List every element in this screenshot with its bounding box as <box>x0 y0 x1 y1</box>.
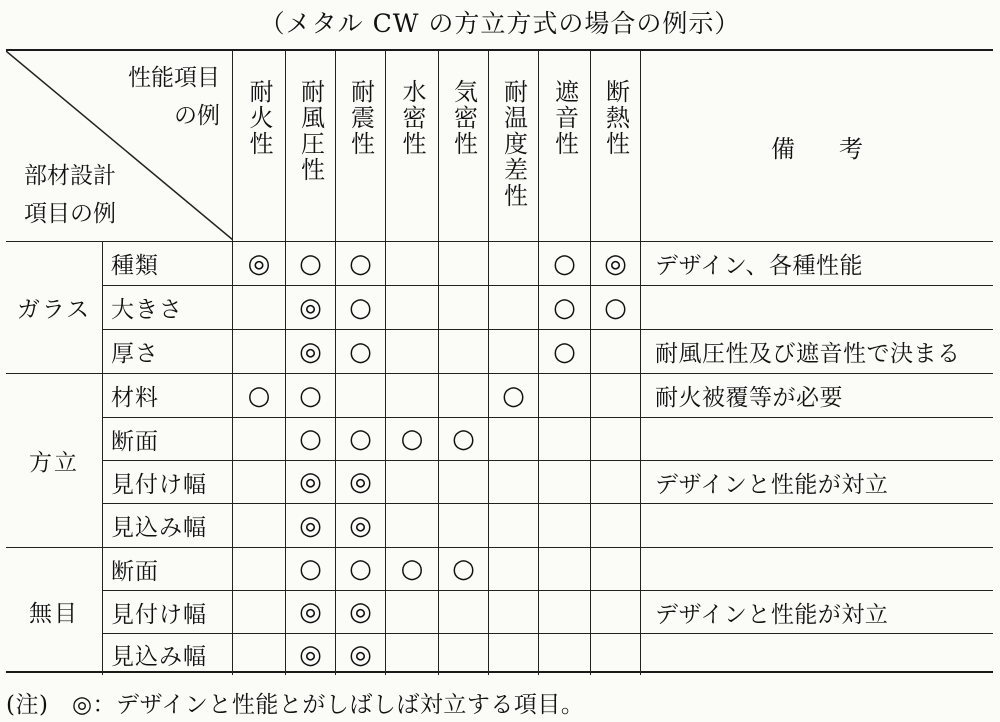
rating-mark <box>591 504 641 548</box>
column-header-label: 水密性 <box>398 79 426 157</box>
rating-mark <box>489 591 539 634</box>
rating-mark <box>386 330 439 374</box>
row-item-label: 見付け幅 <box>103 461 233 504</box>
row-remark: デザイン、各種性能 <box>641 242 993 286</box>
corner-component-label <box>24 157 116 233</box>
rating-mark <box>489 418 539 461</box>
rating-mark <box>386 286 439 330</box>
rating-mark: ◎ <box>286 634 336 675</box>
rating-mark: ◎ <box>286 461 336 504</box>
column-header-label: 断熱性 <box>601 79 630 157</box>
rating-mark <box>591 374 641 418</box>
rating-mark: ○ <box>286 418 336 461</box>
row-remark <box>641 504 993 548</box>
rating-mark <box>439 242 489 286</box>
rating-mark: ○ <box>336 418 386 461</box>
rating-mark <box>233 634 286 675</box>
row-item-label: 大きさ <box>103 286 233 330</box>
column-header-remarks: 備考 <box>641 51 993 242</box>
rating-mark <box>439 374 489 418</box>
rating-mark <box>539 548 591 591</box>
rating-mark: ○ <box>336 286 386 330</box>
rating-mark <box>489 242 539 286</box>
row-remark: デザインと性能が対立 <box>641 461 993 504</box>
rating-mark: ○ <box>286 548 336 591</box>
row-remark <box>641 634 993 675</box>
row-item-label: 材料 <box>103 374 233 418</box>
column-header-airtightness <box>439 51 489 242</box>
rating-mark <box>539 634 591 675</box>
rating-mark <box>489 548 539 591</box>
row-item-label: 見込み幅 <box>103 504 233 548</box>
rating-mark <box>439 286 489 330</box>
rating-mark <box>489 504 539 548</box>
rating-mark <box>591 418 641 461</box>
rating-mark <box>439 504 489 548</box>
column-header-label: 遮音性 <box>550 79 579 157</box>
group-label: 無目 <box>6 548 103 675</box>
corner-performance-label <box>128 59 220 135</box>
rating-mark <box>591 330 641 374</box>
row-item-label: 種類 <box>103 242 233 286</box>
column-header-watertightness <box>386 51 439 242</box>
rating-mark: ◎ <box>286 286 336 330</box>
row-item-label: 断面 <box>103 548 233 591</box>
rating-mark <box>439 461 489 504</box>
rating-mark: ◎ <box>286 330 336 374</box>
rating-mark: ○ <box>286 242 336 286</box>
rating-mark: ◎ <box>286 591 336 634</box>
column-header-label: 耐風圧性 <box>296 79 325 183</box>
rating-mark <box>489 286 539 330</box>
rating-mark: ○ <box>386 418 439 461</box>
column-header-fire-resistance <box>233 51 286 242</box>
rating-mark <box>233 591 286 634</box>
corner-bottom-line-2: 項目の例 <box>24 201 116 227</box>
rating-mark: ○ <box>539 286 591 330</box>
column-header-thermal-insulation <box>591 51 641 242</box>
rating-mark <box>539 418 591 461</box>
group-label: 方立 <box>6 374 103 548</box>
rating-mark <box>386 591 439 634</box>
group-label: ガラス <box>6 242 103 374</box>
row-remark <box>641 286 993 330</box>
rating-mark <box>386 242 439 286</box>
row-remark: 耐風圧性及び遮音性で決まる <box>641 330 993 374</box>
rating-mark: ◎ <box>336 591 386 634</box>
rating-mark: ○ <box>489 374 539 418</box>
rating-mark: ◎ <box>336 504 386 548</box>
column-header-label: 気密性 <box>449 79 478 157</box>
rating-mark: ○ <box>386 548 439 591</box>
header-corner <box>6 51 233 242</box>
rating-mark <box>539 504 591 548</box>
rating-mark <box>591 548 641 591</box>
row-item-label: 厚さ <box>103 330 233 374</box>
rating-mark: ○ <box>336 242 386 286</box>
rating-mark <box>489 330 539 374</box>
rating-mark <box>386 374 439 418</box>
rating-mark <box>233 418 286 461</box>
row-remark: 耐火被覆等が必要 <box>641 374 993 418</box>
rating-mark: ○ <box>439 418 489 461</box>
row-item-label: 断面 <box>103 418 233 461</box>
rating-mark: ◎ <box>286 504 336 548</box>
rating-mark: ◎ <box>233 242 286 286</box>
rating-mark: ◎ <box>591 242 641 286</box>
column-header-label: 耐震性 <box>346 79 375 157</box>
row-remark <box>641 418 993 461</box>
row-item-label: 見付け幅 <box>103 591 233 634</box>
corner-top-line-1: 性能項目 <box>128 65 220 91</box>
rating-mark <box>591 591 641 634</box>
table-caption: （メタル CW の方立方式の場合の例示） <box>259 9 741 38</box>
column-header-thermal-difference <box>489 51 539 242</box>
rating-mark: ○ <box>233 374 286 418</box>
rating-mark <box>539 374 591 418</box>
rating-mark: ○ <box>336 330 386 374</box>
corner-bottom-line-1: 部材設計 <box>24 163 116 189</box>
rating-mark: ○ <box>539 330 591 374</box>
rating-mark: ○ <box>336 548 386 591</box>
rating-mark <box>489 634 539 675</box>
rating-mark <box>336 374 386 418</box>
rating-mark <box>386 634 439 675</box>
rating-mark: ○ <box>591 286 641 330</box>
rating-mark <box>439 591 489 634</box>
rating-mark <box>233 504 286 548</box>
rating-mark <box>489 461 539 504</box>
rating-mark: ○ <box>286 374 336 418</box>
column-header-sound-insulation <box>539 51 591 242</box>
row-remark <box>641 548 993 591</box>
row-remark: デザインと性能が対立 <box>641 591 993 634</box>
rating-mark <box>233 330 286 374</box>
rating-mark <box>539 591 591 634</box>
footnote: (注) ◎：デザインと性能とがしばしば対立する項目。 <box>6 692 585 718</box>
rating-mark <box>591 634 641 675</box>
rating-mark <box>233 548 286 591</box>
rating-mark <box>386 504 439 548</box>
rating-mark: ○ <box>539 242 591 286</box>
rating-mark: ○ <box>439 548 489 591</box>
rating-mark <box>439 634 489 675</box>
column-header-seismic <box>336 51 386 242</box>
performance-table <box>6 49 993 673</box>
rating-mark: ◎ <box>336 634 386 675</box>
rating-mark: ◎ <box>336 461 386 504</box>
column-header-label: 耐火性 <box>245 79 273 157</box>
row-item-label: 見込み幅 <box>103 634 233 675</box>
column-header-label: 耐温度差性 <box>499 79 528 209</box>
rating-mark <box>386 461 439 504</box>
rating-mark <box>591 461 641 504</box>
rating-mark <box>233 461 286 504</box>
rating-mark <box>233 286 286 330</box>
column-header-wind-pressure <box>286 51 336 242</box>
rating-mark <box>539 461 591 504</box>
corner-top-line-2: の例 <box>174 103 220 129</box>
rating-mark <box>439 330 489 374</box>
